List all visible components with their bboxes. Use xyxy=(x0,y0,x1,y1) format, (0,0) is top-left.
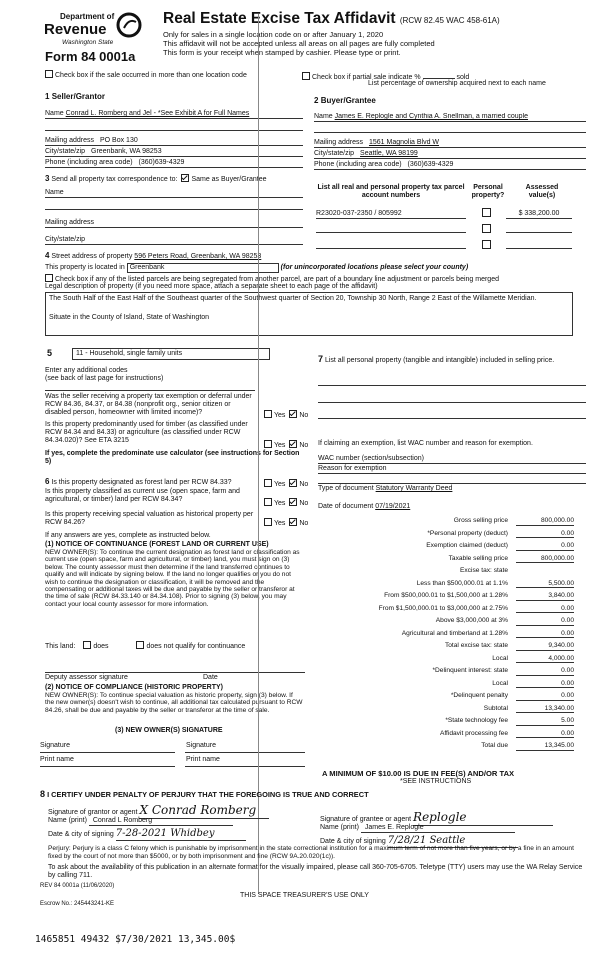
parcel-line-3 xyxy=(316,248,466,249)
personal-property-checkbox-2[interactable] xyxy=(482,224,491,233)
legal-box[interactable] xyxy=(45,292,573,336)
tax-row-label: *Delinquent penalty xyxy=(450,692,508,699)
minimum-note: A MINIMUM OF $10.00 IS DUE IN FEE(S) AND/OR TAX xyxy=(322,769,515,778)
timber-note: If yes, complete the predominate use calculator (see instructions for Section 5) xyxy=(45,450,300,466)
wa-logo-icon xyxy=(116,12,142,38)
tax-row xyxy=(322,680,574,690)
grantee-date-label: Date & city of signing xyxy=(320,838,386,845)
timber-no-checkbox[interactable] xyxy=(289,440,297,448)
forest-no-checkbox[interactable] xyxy=(289,479,297,487)
correspondence-name-row xyxy=(45,189,303,198)
assessed-line-3 xyxy=(506,248,572,249)
tax-row-value[interactable]: 9,340.00 xyxy=(516,642,574,651)
correspondence-mail-row xyxy=(45,219,303,228)
tax-row xyxy=(322,580,574,590)
seller-name-field[interactable]: Conrad L. Romberg and Jel - *See Exhibit A for Full Names xyxy=(65,110,250,117)
additional-codes-line xyxy=(45,390,255,391)
notice2-text: NEW OWNER(S): To continue special valuation as historic property, sign (3) below. If the new owner(s) doesn't wish to continue, all additional tax calculated pursuant to RCW 84.26, shall be due and payable by the seller or transferor at the time of sale. xyxy=(45,692,303,714)
owner-sig-line-2 xyxy=(185,752,305,753)
tax-row-label: Excise tax: state xyxy=(459,567,508,574)
tax-row xyxy=(322,642,574,652)
new-owner-print-row xyxy=(40,756,305,764)
current-use-yes-no xyxy=(262,498,308,508)
section7-text xyxy=(318,354,578,365)
tax-row-value[interactable]: 0.00 xyxy=(516,617,574,626)
buyer-name-line2 xyxy=(314,132,586,133)
tax-row-label: Taxable selling price xyxy=(448,554,508,562)
forest-yes-no xyxy=(262,479,308,489)
alt-format-notice: To ask about the availability of this publication in an alternate format for the visually impaired, please call 360-705-6705. Teletype (TTY) users may use the WA Relay Service by calling 711. xyxy=(48,864,583,880)
forest-yes-checkbox[interactable] xyxy=(264,479,272,487)
buyer-heading xyxy=(314,96,376,105)
tax-row xyxy=(322,692,574,702)
additional-codes xyxy=(45,367,163,383)
see-instructions: *SEE INSTRUCTIONS xyxy=(400,778,472,785)
tax-row-value[interactable]: 0.00 xyxy=(516,630,574,639)
historic-no-label: No xyxy=(299,520,309,527)
revision-label: REV 84 0001a (11/06/2020) xyxy=(40,883,115,889)
s7-line-1 xyxy=(318,385,586,386)
new-owner-sig-row xyxy=(40,742,305,750)
grantor-date-field[interactable]: 7-28-2021 Whidbey xyxy=(116,828,246,841)
does-not-checkbox[interactable] xyxy=(136,641,144,649)
notice1-text: NEW OWNER(S): To continue the current designation as forest land or classification as current use (open space, farm and agricultural, or timber) land, you must sign on (3) below. The county assessor must then determine if the land transferred continues to qualify and will indicate by signing below. If the land no longer qualifies or you do not wish to continue the designation or classification, it will be removed and the compensating or additional taxes will be due and payable by the seller or transferor at the time of sale (RCW 84.33.140 or 84.34.108). Prior to signing (3) below, you may contact your local county assessor for more information. xyxy=(45,549,300,608)
tax-row-value[interactable]: 800,000.00 xyxy=(516,555,574,564)
tax-row xyxy=(322,655,574,665)
buyer-city-label: City/state/zip xyxy=(314,150,355,157)
seller-name-line2 xyxy=(45,130,303,131)
correspondence-heading-text: Send all property tax correspondence to: xyxy=(51,176,178,183)
current-use-yes-label: Yes xyxy=(274,500,286,507)
seller-mail-label: Mailing address xyxy=(45,137,95,144)
exemption-no-label: No xyxy=(299,412,309,419)
correspondence-city-row xyxy=(45,236,303,245)
revenue-label: Revenue xyxy=(44,21,107,38)
parcel-number[interactable]: R23020-037-2350 / 805992 xyxy=(316,210,466,219)
form-number: Form 84 0001a xyxy=(45,49,136,64)
buyer-name-label: Name xyxy=(314,113,333,120)
seller-name-label: Name xyxy=(45,110,64,117)
grantee-name-label: Name (print) xyxy=(320,824,359,831)
seller-mail-field[interactable]: PO Box 130 xyxy=(99,137,138,144)
legal-label: Legal description of property (if you need more space, attach a separate sheet to each page of the affidavit) xyxy=(45,283,378,290)
tax-row-label: *Delinquent interest: state xyxy=(432,667,508,674)
historic-no-checkbox[interactable] xyxy=(289,518,297,526)
tax-row-value[interactable]: 0.00 xyxy=(516,730,574,739)
form-title-text: Real Estate Excise Tax Affidavit xyxy=(163,10,396,27)
current-use-question: Is this property classified as current use (open space, farm and agricultural, or timber) land per RCW 84.34? xyxy=(45,488,240,504)
buyer-mail-label: Mailing address xyxy=(314,139,364,146)
grantor-sig-label: Signature of grantor or agent xyxy=(48,809,138,816)
scan-fold-line xyxy=(258,14,259,894)
located-note: (for unincorporated locations please select your county) xyxy=(280,264,469,271)
tax-row-value[interactable]: 0.00 xyxy=(516,530,574,539)
state-label: Washington State xyxy=(62,39,114,46)
tax-row-label: Agricultural and timberland at 1.28% xyxy=(401,629,508,637)
s7-line-2 xyxy=(318,402,586,403)
tax-row-label: Affidavit processing fee xyxy=(439,729,508,737)
section5-num: 5 xyxy=(47,348,53,358)
historic-yes-label: Yes xyxy=(274,520,286,527)
notice2-title: (2) NOTICE OF COMPLIANCE (HISTORIC PROPERTY) xyxy=(45,684,223,691)
owner-sig-label-1: Signature xyxy=(40,742,70,749)
owner-print-label-1: Print name xyxy=(40,756,74,763)
correspondence-city-label: City/state/zip xyxy=(45,236,86,243)
seller-phone-label: Phone (including area code) xyxy=(45,159,133,166)
multi-location-label: Check box if the sale occurred in more than one location code xyxy=(55,72,247,79)
personal-property-checkbox-1[interactable] xyxy=(482,208,491,217)
seller-heading xyxy=(45,92,105,101)
personal-property-checkbox-3[interactable] xyxy=(482,240,491,249)
seller-phone-row xyxy=(45,159,303,168)
correspondence-mail-label: Mailing address xyxy=(45,219,95,226)
reason-label: Reason for exemption xyxy=(318,465,387,472)
correspondence-num: 3 xyxy=(45,174,50,183)
same-as-buyer-label: Same as Buyer/Grantee xyxy=(191,176,267,183)
section7-label: List all personal property (tangible and intangible) included in selling price. xyxy=(324,357,555,364)
certify-text: I CERTIFY UNDER PENALTY OF PERJURY THAT THE FOREGOING IS TRUE AND CORRECT xyxy=(47,790,369,799)
buyer-mail-row xyxy=(314,139,586,148)
owner-print-line-2 xyxy=(185,766,305,767)
additional-codes-label: Enter any additional codes xyxy=(45,367,128,374)
owner-print-line-1 xyxy=(40,766,175,767)
multi-location-checkbox[interactable] xyxy=(45,70,53,78)
located-row xyxy=(45,263,468,273)
buyer-heading-text: Buyer/Grantee xyxy=(320,96,376,105)
tax-row-value[interactable]: 13,345.00 xyxy=(516,742,574,751)
grantee-signature[interactable]: Replogle xyxy=(413,811,553,826)
grantor-name-field[interactable]: Conrad L Romberg xyxy=(89,817,233,826)
buyer-name-row xyxy=(314,113,586,122)
tax-row xyxy=(322,667,574,677)
tax-row-label: Local xyxy=(492,679,508,687)
street-row xyxy=(45,251,261,261)
seller-name-row xyxy=(45,110,303,119)
tax-row-label: Local xyxy=(492,654,508,662)
timber-no-label: No xyxy=(299,442,309,449)
assessed-value[interactable]: $ 338,200.00 xyxy=(506,210,572,219)
tax-row-value[interactable]: 0.00 xyxy=(516,680,574,689)
tax-row-value[interactable]: 3,840.00 xyxy=(516,592,574,601)
does-label: does xyxy=(93,643,109,650)
s7-line-3 xyxy=(318,418,586,419)
forest-no-label: No xyxy=(299,481,309,488)
buyer-phone-row xyxy=(314,161,586,170)
forest-yes-label: Yes xyxy=(274,481,286,488)
timber-yes-label: Yes xyxy=(274,442,286,449)
grantee-name-field[interactable]: James E. Replogle xyxy=(361,824,515,833)
owner-print-label-2: Print name xyxy=(186,756,220,763)
partial-sale-percent-field[interactable] xyxy=(423,78,455,79)
tax-row-value[interactable]: 5.00 xyxy=(516,717,574,726)
grantee-name-row xyxy=(320,824,515,833)
tax-row-label: From $500,000.01 to $1,500,000 at 1.28% xyxy=(384,592,508,599)
timber-question: Is this property predominantly used for timber (as classified under RCW 84.34 and 84.33) or agriculture (as classified under RCW 84.34.020)? See ETA 3215 xyxy=(45,421,248,445)
notice3-title: (3) NEW OWNER(S) SIGNATURE xyxy=(115,727,223,734)
buyer-phone-field[interactable]: (360)639-4329 xyxy=(407,161,454,168)
seller-city-field[interactable]: Greenbank, WA 98253 xyxy=(91,148,162,155)
exemption-yes-checkbox[interactable] xyxy=(264,410,272,418)
tax-row xyxy=(322,705,574,715)
tax-row-value[interactable]: 0.00 xyxy=(516,542,574,551)
tax-row xyxy=(322,567,574,577)
seller-phone-field[interactable]: (360)639-4329 xyxy=(138,159,185,166)
exemption-yes-no xyxy=(262,410,308,420)
tax-row-value[interactable]: 0.00 xyxy=(516,692,574,701)
owner-sig-line-1 xyxy=(40,752,175,753)
form-title xyxy=(163,10,500,28)
located-label: This property is located in xyxy=(45,264,125,271)
tax-row-label: *Personal property (deduct) xyxy=(427,529,508,537)
partial-sale-note: List percentage of ownership acquired next to each name xyxy=(368,80,546,87)
timber-yes-checkbox[interactable] xyxy=(264,440,272,448)
current-use-yes-checkbox[interactable] xyxy=(264,498,272,506)
tax-row-label: Above $3,000,000 at 3% xyxy=(435,617,508,624)
tax-row-label: Subtotal xyxy=(483,704,508,712)
buyer-city-field[interactable]: Seattle, WA 98199 xyxy=(360,150,418,157)
perjury-notice: Perjury: Perjury is a class C felony which is punishable by imprisonment in the state correctional institution for a maximum term of not more than five years, or by a fine in an amount fixed by the court of not more than $5000, or by both imprisonment and fine (RCW 9A.20.020(1c)). xyxy=(48,845,574,860)
correspondence-heading xyxy=(45,174,267,184)
tax-row xyxy=(322,542,574,552)
tax-row xyxy=(322,742,574,752)
partial-sale-checkbox[interactable] xyxy=(302,72,310,80)
notice1-title: (1) NOTICE OF CONTINUANCE (FOREST LAND OR CURRENT USE) xyxy=(45,541,269,548)
grantee-sig-label: Signature of grantee or agent xyxy=(320,816,412,823)
escrow-number: Escrow No.: 245443241-KE xyxy=(40,901,115,907)
section8-num: 8 xyxy=(40,789,46,799)
tax-row-value[interactable]: 0.00 xyxy=(516,605,574,614)
buyer-name-field[interactable]: James E. Replogle and Cynthia A. Snellman, a married couple xyxy=(334,113,529,120)
tax-row-value[interactable]: 5,500.00 xyxy=(516,580,574,589)
tax-row xyxy=(322,530,574,540)
header-line-2: This affidavit will not be accepted unless all areas on all pages are fully completed xyxy=(163,39,435,48)
multi-location-check[interactable] xyxy=(45,70,247,80)
doc-type-row xyxy=(318,485,586,493)
correspondence-name-line2 xyxy=(45,209,303,210)
exemption-yes-label: Yes xyxy=(274,412,286,419)
seller-city-label: City/state/zip xyxy=(45,148,86,155)
tax-row xyxy=(322,592,574,602)
correspondence-name-label: Name xyxy=(45,189,64,196)
assessed-col-header: Assessed value(s) xyxy=(525,184,559,200)
tax-row xyxy=(322,717,574,727)
rcw-ref: (RCW 82.45 WAC 458-61A) xyxy=(399,16,500,25)
doc-date-field[interactable]: 07/19/2021 xyxy=(375,503,411,510)
doc-date-row xyxy=(318,503,586,511)
historic-yes-checkbox[interactable] xyxy=(264,518,272,526)
tax-row-value[interactable]: 0.00 xyxy=(516,667,574,676)
does-checkbox[interactable] xyxy=(83,641,91,649)
historic-question: Is this property receiving special valuation as historical property per RCW 84.26? xyxy=(45,511,254,527)
wac-row xyxy=(318,455,586,464)
wac-label: WAC number (section/subsection) xyxy=(318,455,424,462)
exemption-claim-text: If claiming an exemption, list WAC number and reason for exemption. xyxy=(318,440,533,447)
segregated-checkbox[interactable] xyxy=(45,274,53,282)
tax-row xyxy=(322,617,574,627)
tax-row-label: From $1,500,000.01 to $3,000,000 at 2.75% xyxy=(378,604,508,612)
tax-row xyxy=(322,555,574,565)
tax-row-label: *State technology fee xyxy=(445,717,508,724)
seller-num: 1 xyxy=(45,92,50,101)
reason-row xyxy=(318,465,586,474)
land-use-select[interactable]: 11 - Household, single family units xyxy=(72,348,270,360)
section4-num: 4 xyxy=(45,251,50,260)
header-line-3: This form is your receipt when stamped by cashier. Please type or print. xyxy=(163,48,401,57)
legal-text-2: Situate in the County of Island, State of Washington xyxy=(49,314,210,322)
this-land-label: This land: xyxy=(45,643,76,650)
header-line-1: Only for sales in a single location code on or after January 1, 2020 xyxy=(163,30,384,39)
buyer-phone-label: Phone (including area code) xyxy=(314,161,402,168)
deputy-row xyxy=(45,672,305,682)
reason-line-2 xyxy=(318,483,586,484)
forest-question-text: Is this property designated as forest land per RCW 84.33? xyxy=(51,479,232,486)
deputy-label: Deputy assessor signature xyxy=(45,674,128,681)
doc-type-label: Type of document xyxy=(318,485,374,492)
historic-yes-no xyxy=(262,518,308,528)
seller-city-row xyxy=(45,148,303,157)
tax-row-label: Gross selling price xyxy=(453,517,508,524)
grantor-name-row xyxy=(48,817,233,826)
partial-sale-sold: sold xyxy=(456,74,470,81)
dept-label: Department of xyxy=(60,12,115,21)
owner-sig-label-2: Signature xyxy=(186,742,216,749)
grantor-date-label: Date & city of signing xyxy=(48,831,114,838)
tax-row-label: Less than $500,000.01 at 1.1% xyxy=(416,579,508,587)
partial-sale-label: Check box if partial sale indicate % xyxy=(312,74,421,81)
street-field[interactable]: 596 Peters Road, Greenbank, WA 98253 xyxy=(134,253,262,260)
same-as-buyer-checkbox[interactable] xyxy=(181,174,189,182)
buyer-num: 2 xyxy=(314,96,319,105)
deputy-date-label: Date xyxy=(203,674,218,681)
grantor-name-label: Name (print) xyxy=(48,817,87,824)
doc-date-label: Date of document xyxy=(318,503,374,510)
located-select[interactable]: Greenbank xyxy=(127,263,279,273)
section7-num: 7 xyxy=(318,354,324,364)
section6-num: 6 xyxy=(45,477,50,486)
tax-row-value[interactable]: 4,000.00 xyxy=(516,655,574,664)
grantee-date-field[interactable]: 7/28/21 Seattle xyxy=(388,835,518,848)
parcel-col-header: List all real and personal property tax parcel account numbers xyxy=(317,184,465,200)
seller-heading-text: Seller/Grantor xyxy=(51,92,106,101)
certify-line xyxy=(40,789,369,800)
timber-yes-no xyxy=(262,440,308,450)
buyer-city-row xyxy=(314,150,586,159)
tax-row xyxy=(322,730,574,740)
tax-row xyxy=(322,630,574,640)
grantor-signature[interactable]: X Conrad Romberg xyxy=(139,804,269,819)
parcel-line-2 xyxy=(316,232,466,233)
assessed-line-2 xyxy=(506,232,572,233)
seller-mail-row xyxy=(45,137,303,146)
grantor-date-row xyxy=(48,828,246,841)
if-yes-note: If any answers are yes, complete as instructed below. xyxy=(45,532,211,539)
tax-row-label: Total due xyxy=(481,742,508,749)
personal-col-header: Personal property? xyxy=(471,184,505,200)
forest-question xyxy=(45,477,257,487)
does-not-label: does not qualify for continuance xyxy=(146,643,246,650)
current-use-no-label: No xyxy=(299,500,309,507)
street-label: Street address of property xyxy=(51,253,133,260)
tax-row-label: Exemption claimed (deduct) xyxy=(426,542,508,549)
tax-row-label: Total excise tax: state xyxy=(444,642,508,649)
legal-text-1: The South Half of the East Half of the Southeast quarter of the Southwest quarter of Section 20, Township 30 North, Range 2 East of the Willamette Meridian. xyxy=(49,295,537,302)
buyer-mail-field[interactable]: 1561 Magnolia Blvd W xyxy=(368,139,440,146)
treasurer-label: THIS SPACE TREASURER'S USE ONLY xyxy=(240,892,369,899)
tax-row xyxy=(322,517,574,527)
doc-type-field[interactable]: Statutory Warranty Deed xyxy=(375,485,453,492)
tax-row-value[interactable]: 13,340.00 xyxy=(516,705,574,714)
exemption-no-checkbox[interactable] xyxy=(289,410,297,418)
tax-row xyxy=(322,605,574,615)
segregated-label: Check box if any of the listed parcels are being segregated from another parcel, are part of a boundary line adjustment or parcels being merged xyxy=(55,276,499,283)
tax-row-value[interactable]: 800,000.00 xyxy=(516,517,574,526)
current-use-no-checkbox[interactable] xyxy=(289,498,297,506)
exemption-question: Was the seller receiving a property tax exemption or deferral under RCW 84.36, 84.37, or 84.38 (nonprofit org., senior citizen or disabled person, homeowner with limited income)? xyxy=(45,393,252,417)
receipt-stamp: 1465851 49432 $7/30/2021 13,345.00$ xyxy=(35,934,236,945)
this-land-row xyxy=(45,641,245,651)
additional-codes-note: (see back of last page for instructions) xyxy=(45,375,164,383)
